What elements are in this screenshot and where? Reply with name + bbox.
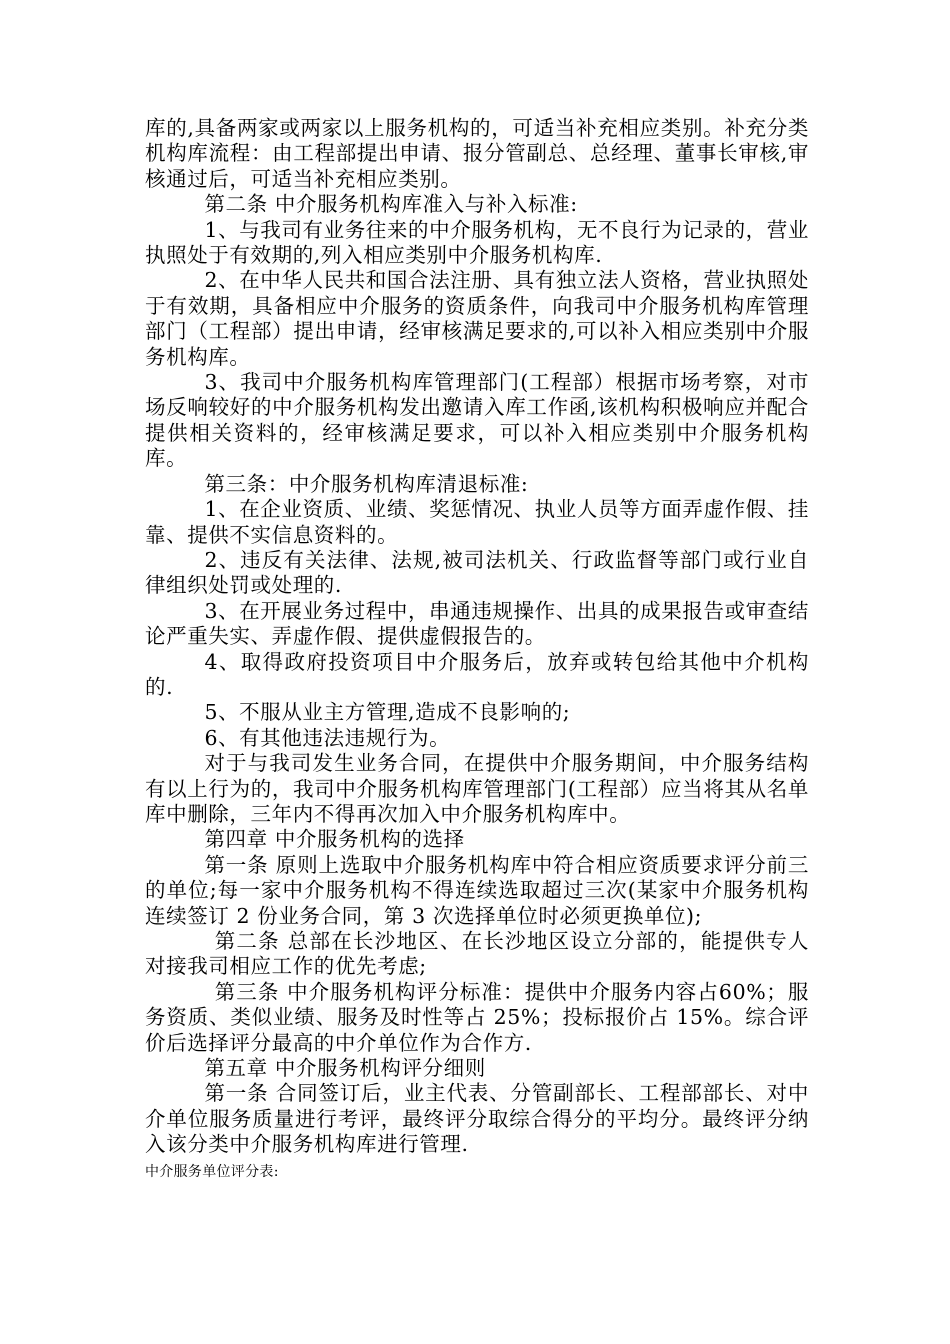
selection-article-2: 第二条 总部在长沙地区、在长沙地区设立分部的，能提供专人对接我司相应工作的优先考虑; bbox=[145, 929, 809, 979]
removal-item-1: 1、在企业资质、业绩、奖惩情况、执业人员等方面弄虚作假、挂靠、提供不实信息资料的。 bbox=[145, 497, 809, 547]
removal-item-6: 6、有其他违法违规行为。 bbox=[204, 725, 451, 750]
admission-item-2: 2、在中华人民共和国合法注册、具有独立法人资格，营业执照处于有效期，具备相应中介服务的资质条件，向我司中介服务机构库管理部门（工程部）提出申请，经审核满足要求的,可以补入相应类别中介服务机构库。 bbox=[145, 268, 809, 369]
scoring-article-1: 第一条 合同签订后，业主代表、分管副部长、工程部部长、对中介单位服务质量进行考评，最终评分取综合得分的平均分。最终评分纳入该分类中介服务机构库进行管理. bbox=[145, 1081, 809, 1157]
paragraph-continuation: 库的,具备两家或两家以上服务机构的，可适当补充相应类别。补充分类机构库流程：由工程部提出申请、报分管副总、总经理、董事长审核,审核通过后，可适当补充相应类别。 bbox=[145, 116, 809, 191]
chapter-4-heading: 第四章 中介服务机构的选择 bbox=[204, 827, 465, 852]
removal-item-2: 2、违反有关法律、法规,被司法机关、行政监督等部门或行业自律组织处罚或处理的. bbox=[145, 547, 809, 598]
removal-consequence-paragraph: 对于与我司发生业务合同，在提供中介服务期间，中介服务结构有以上行为的，我司中介服务机构库管理部门(工程部）应当将其从名单库中删除，三年内不得再次加入中介服务机构库中。 bbox=[145, 751, 809, 826]
removal-item-4: 4、取得政府投资项目中介服务后，放弃或转包给其他中介机构的. bbox=[145, 649, 809, 699]
selection-article-3: 第三条 中介服务机构评分标准：提供中介服务内容占60%；服务资质、类似业绩、服务及时性等占 25%；投标报价占 15%。综合评价后选择评分最高的中介单位作为合作方. bbox=[145, 979, 809, 1055]
score-table-caption: 中介服务单位评分表: bbox=[145, 1163, 279, 1180]
chapter-5-heading: 第五章 中介服务机构评分细则 bbox=[204, 1056, 486, 1081]
admission-item-1: 1、与我司有业务往来的中介服务机构，无不良行为记录的，营业执照处于有效期的,列入相应类别中介服务机构库. bbox=[145, 217, 809, 268]
article-2-heading: 第二条 中介服务机构库准入与补入标准: bbox=[204, 192, 578, 217]
document-page bbox=[145, 116, 809, 1182]
selection-article-1: 第一条 原则上选取中介服务机构库中符合相应资质要求评分前三的单位;每一家中介服务机构不得连续选取超过三次(某家中介服务机构连续签订 2 份业务合同，第 3 次选择单位时必须更换单位); bbox=[145, 852, 809, 928]
removal-item-3: 3、在开展业务过程中，串通违规操作、出具的成果报告或审查结论严重失实、弄虚作假、提供虚假报告的。 bbox=[145, 598, 809, 649]
admission-item-3: 3、我司中介服务机构库管理部门(工程部）根据市场考察，对市场反响较好的中介服务机构发出邀请入库工作函,该机构积极响应并配合提供相关资料的，经审核满足要求，可以补入相应类别中介服务机构库。 bbox=[145, 370, 809, 471]
removal-item-5: 5、不服从业主方管理,造成不良影响的; bbox=[204, 700, 571, 725]
article-3-heading: 第三条：中介服务机构库清退标准: bbox=[204, 471, 529, 496]
